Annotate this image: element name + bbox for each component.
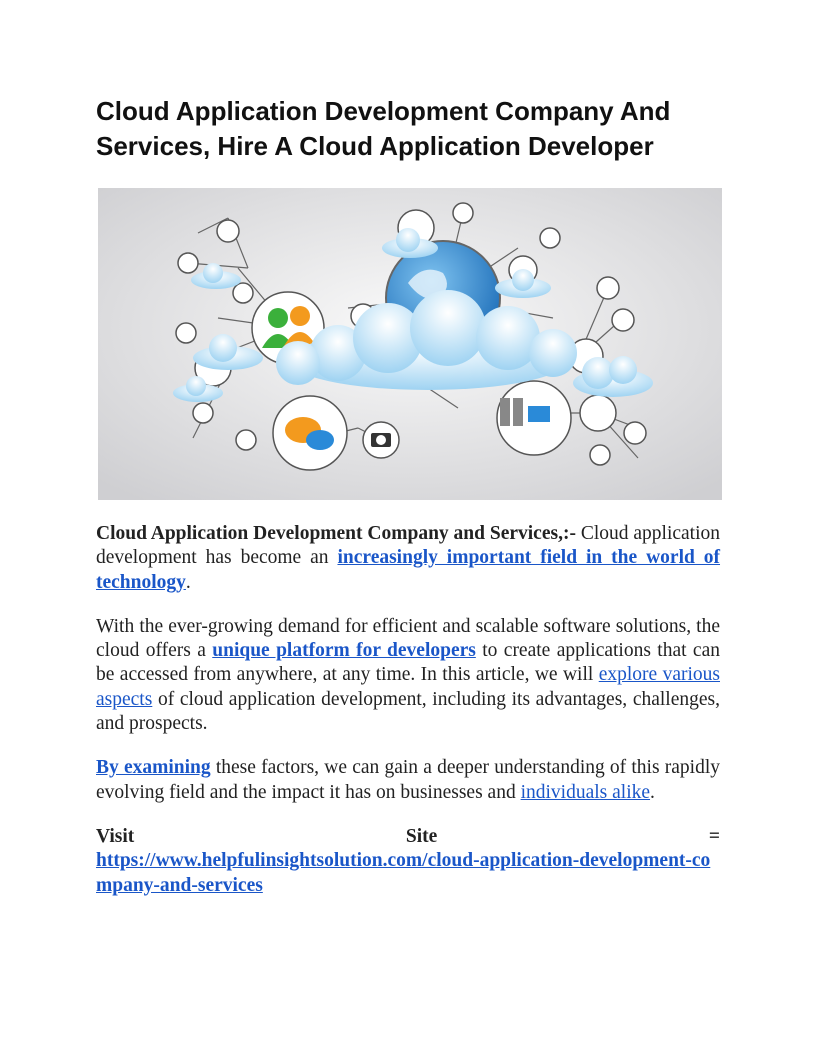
- text: these factors, we can gain a deeper understanding of this rapidly evolving field and the impact it has on businesses and: [96, 757, 720, 803]
- page-title: Cloud Application Development Company And Services, Hire A Cloud Application Developer: [96, 96, 671, 161]
- intro-lead: Cloud Application Development Company and Services,:-: [96, 523, 576, 544]
- equals-sign: =: [708, 825, 720, 847]
- paragraph-examining: [96, 756, 720, 805]
- link-explore-aspects[interactable]: explore various aspects: [96, 664, 720, 710]
- article-body: [96, 522, 720, 898]
- link-individuals-alike[interactable]: individuals alike: [520, 781, 651, 803]
- link-important-field[interactable]: increasingly important field in the world of technology: [96, 547, 721, 593]
- text: .: [650, 781, 655, 803]
- text: to create applications that can be accessed from anywhere, at any time. In this article, we will: [96, 640, 720, 686]
- visit-label: Visit: [96, 825, 135, 847]
- site-url-link[interactable]: https://www.helpfulinsightsolution.com/cloud-application-development-company-and-services: [96, 850, 711, 896]
- visit-site-line: [96, 825, 720, 849]
- link-by-examining[interactable]: By examining: [96, 757, 211, 779]
- paragraph-intro: [96, 522, 720, 595]
- site-label: Site: [405, 825, 438, 847]
- text: Cloud application development has become an: [96, 523, 721, 569]
- camera-icon: [371, 433, 391, 447]
- paragraph-demand: [96, 615, 720, 736]
- text: With the ever-growing demand for efficient and scalable software solutions, the cloud offers a: [96, 615, 720, 662]
- text: .: [185, 571, 191, 593]
- cloud-network-illustration: [98, 188, 722, 500]
- link-unique-platform[interactable]: unique platform for developers: [212, 640, 476, 662]
- text: of cloud application development, including its advantages, challenges, and prospects.: [96, 688, 720, 735]
